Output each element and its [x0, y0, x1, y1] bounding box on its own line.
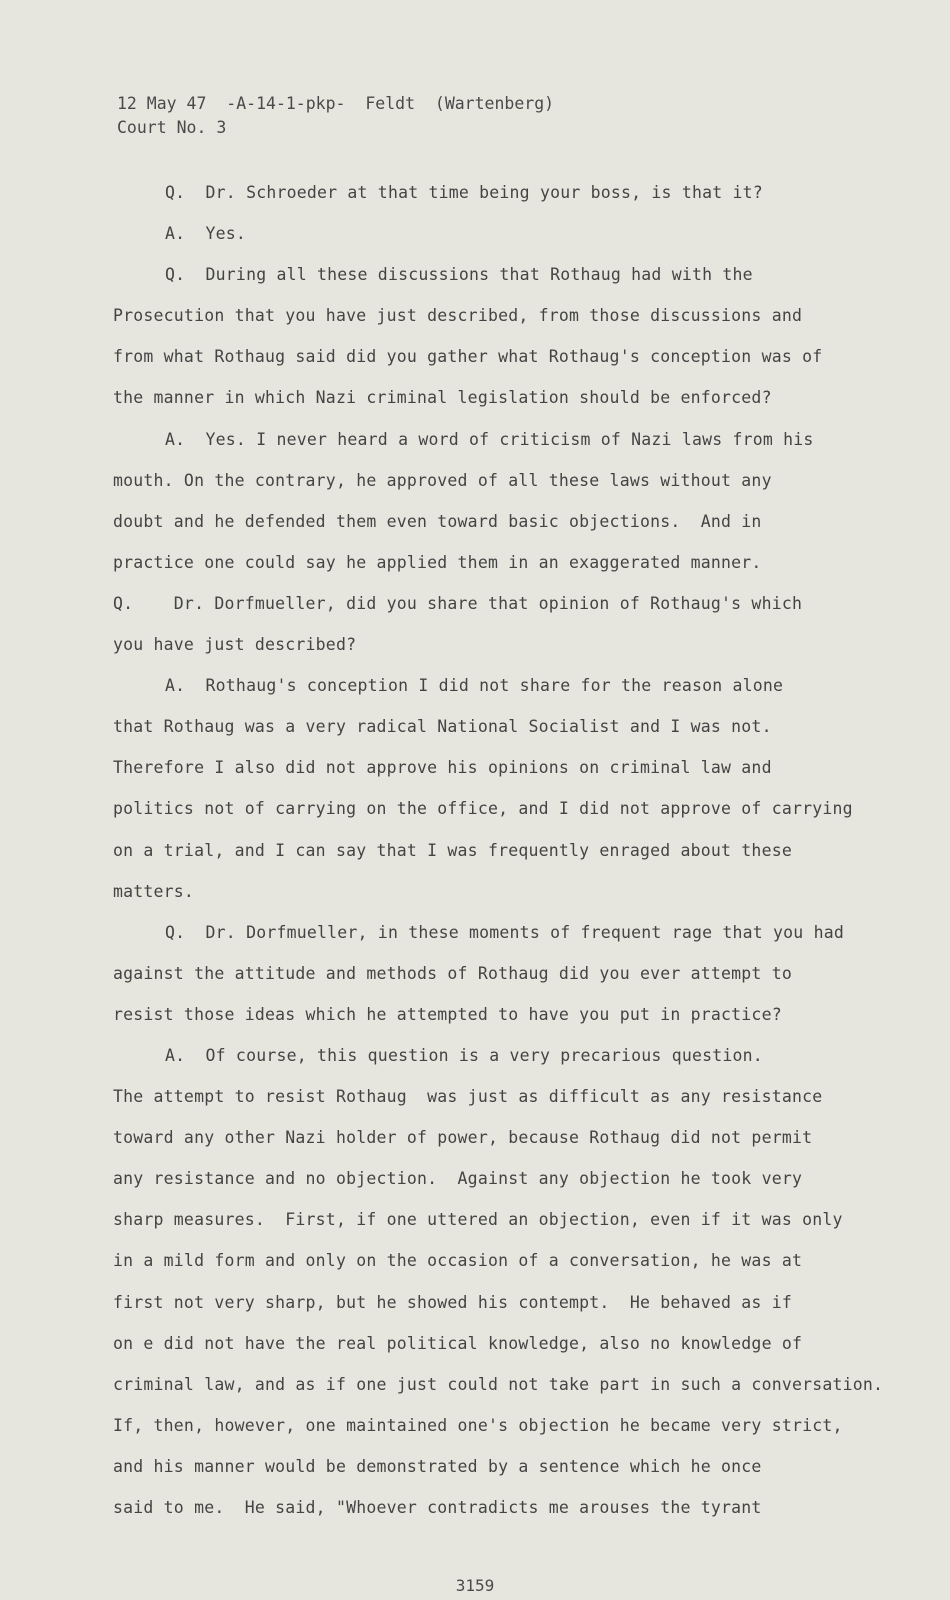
transcript-line: mouth. On the contrary, he approved of all these laws without any [113, 470, 772, 490]
transcript-line: The attempt to resist Rothaug was just as difficult as any resistance [113, 1087, 823, 1107]
transcript-line: you have just described? [113, 635, 357, 655]
transcript-line: Q. During all these discussions that Rothaug had with the [165, 265, 753, 285]
transcript-line: the manner in which Nazi criminal legislation should be enforced? [113, 388, 772, 408]
transcript-line: practice one could say he applied them in an exaggerated manner. [113, 552, 762, 572]
header-session-line: 12 May 47 -A-14-1-pkp- Feldt (Wartenberg) [117, 94, 555, 113]
transcript-line: criminal law, and as if one just could not take part in such a conversation. [113, 1374, 884, 1394]
page-number: 3159 [455, 1576, 495, 1595]
transcript-line: If, then, however, one maintained one's objection he became very strict, [113, 1415, 843, 1435]
transcript-line: that Rothaug was a very radical National Socialist and I was not. [113, 717, 772, 737]
transcript-line: Q. Dr. Dorfmueller, did you share that opinion of Rothaug's which [113, 593, 803, 613]
transcript-line: Q. Dr. Schroeder at that time being your boss, is that it? [165, 183, 763, 202]
transcript-line: in a mild form and only on the occasion of a conversation, he was at [113, 1251, 803, 1271]
transcript-body [113, 172, 903, 1528]
header-court-line: Court No. 3 [117, 118, 227, 137]
transcript-line: sharp measures. First, if one uttered an objection, even if it was only [113, 1210, 843, 1230]
transcript-line: matters. [113, 881, 195, 901]
transcript-line: A. Rothaug's conception I did not share for the reason alone [165, 676, 784, 696]
transcript-line: A. Yes. I never heard a word of criticism of Nazi laws from his [165, 429, 814, 449]
transcript-line: said to me. He said, "Whoever contradicts me arouses the tyrant [113, 1498, 762, 1517]
transcript-line: Therefore I also did not approve his opinions on criminal law and [113, 758, 772, 778]
transcript-line: from what Rothaug said did you gather what Rothaug's conception was of [113, 347, 823, 367]
transcript-line: Q. Dr. Dorfmueller, in these moments of frequent rage that you had [165, 922, 844, 942]
transcript-line: A. Yes. [165, 224, 247, 244]
document-header [117, 92, 554, 140]
transcript-line: doubt and he defended them even toward basic objections. And in [113, 511, 762, 531]
transcript-line: and his manner would be demonstrated by a sentence which he once [113, 1456, 762, 1476]
transcript-line: first not very sharp, but he showed his contempt. He behaved as if [113, 1292, 792, 1312]
transcript-line: resist those ideas which he attempted to have you put in practice? [113, 1004, 782, 1024]
transcript-line: on e did not have the real political knowledge, also no knowledge of [113, 1333, 803, 1353]
transcript-line: A. Of course, this question is a very precarious question. [165, 1045, 763, 1065]
transcript-line: any resistance and no objection. Against any objection he took very [113, 1169, 803, 1189]
transcript-line: politics not of carrying on the office, and I did not approve of carrying [113, 799, 853, 819]
transcript-line: on a trial, and I can say that I was frequently enraged about these [113, 840, 792, 860]
transcript-line: Prosecution that you have just described, from those discussions and [113, 306, 803, 326]
transcript-line: against the attitude and methods of Rothaug did you ever attempt to [113, 963, 792, 983]
transcript-line: toward any other Nazi holder of power, because Rothaug did not permit [113, 1128, 813, 1148]
